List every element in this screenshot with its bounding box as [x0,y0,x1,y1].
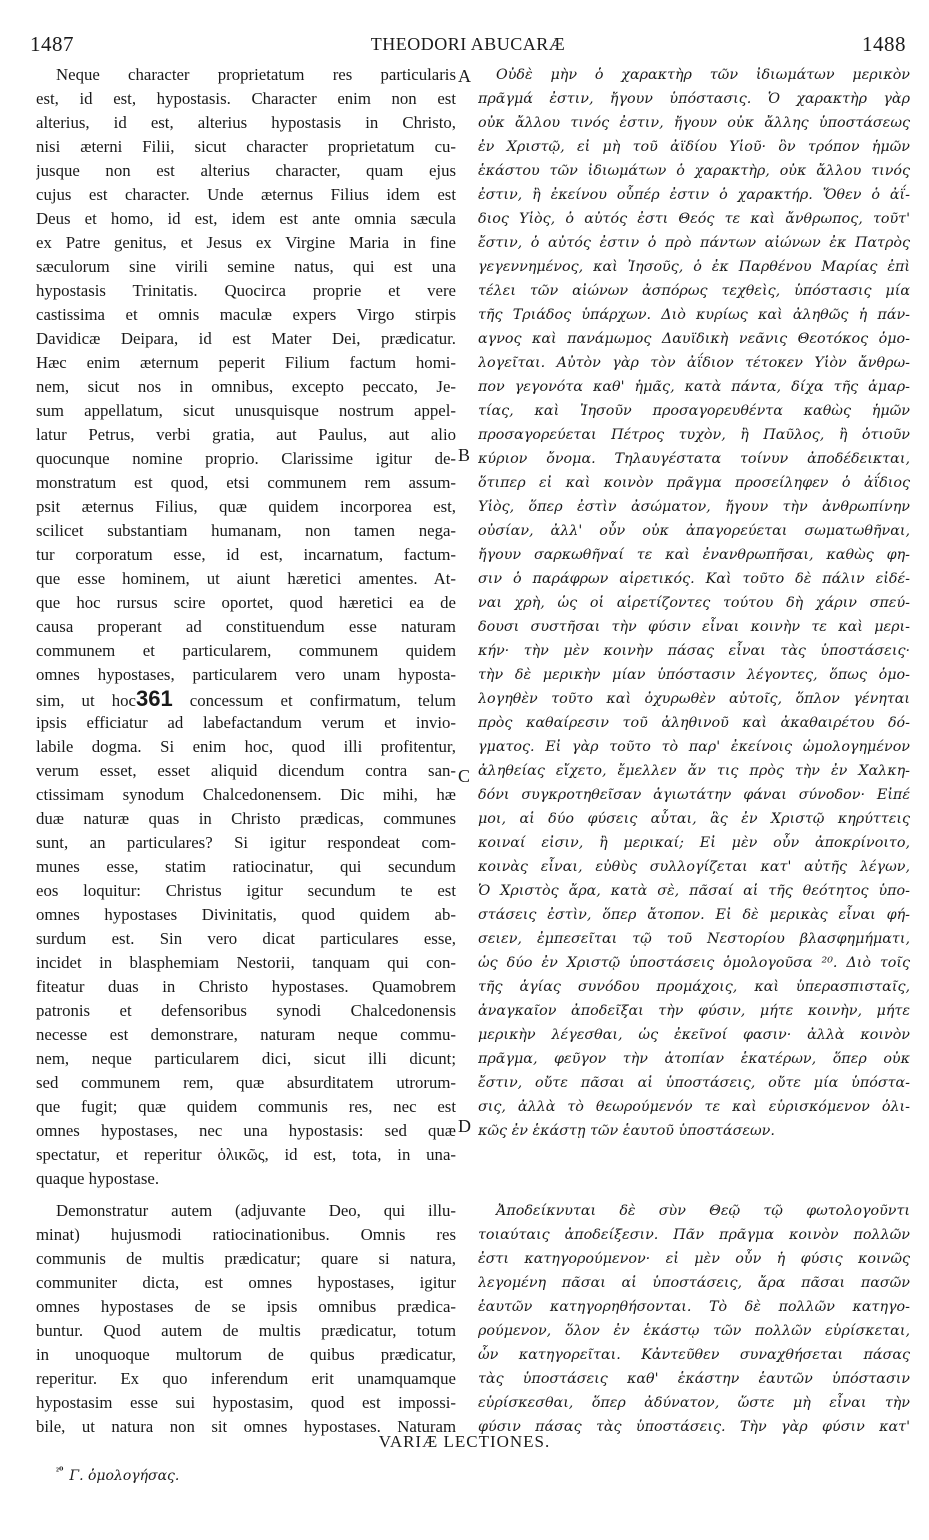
latin-line: alterius, id est, alterius hypostasis in Christo, [36,113,456,132]
latin-line: psit æternus Filius, quæ quidem incorporea est, [36,497,456,516]
greek-line: φύσιν πάσας τὰς ὑποστάσεις. Τὴν γὰρ φύσιν κατ' [478,1419,910,1435]
latin-line: Neque character proprietatum res particularis [56,65,456,84]
latin-line: que esse hominem, ut aiunt hæretici amentes. At- [36,569,456,588]
greek-line: λεγομένη πᾶσαι αἱ ὑποστάσεις, ἄρα πᾶσαι πασῶν [478,1275,910,1291]
column-number: 361 [135,687,173,711]
greek-line: στάσεις ἐστὶν, ὅπερ ἄτοπον. Εἰ δὲ μερικὰς εἶναι φή- [478,907,910,923]
paragraph-gap [478,1143,910,1199]
latin-line [36,687,456,711]
running-title: THEODORI ABUCARÆ [370,34,566,54]
latin-line: omnes hypostases, nec una hypostasis: sed quæ [36,1121,456,1140]
latin-line: patronis et defensoribus synodi Chalcedonensis [36,1001,456,1020]
latin-line: sed communem rem, quæ absurditatem utrorum- [36,1073,456,1092]
margin-marker-a: A [458,66,471,86]
footnote-number: ²⁰ [56,1466,64,1477]
greek-line: δόνι συγκροτηθεῖσαν ἁγιωτάτην φάναι σύνοδον· Εἰπέ [478,787,910,803]
latin-line: quocunque nomine proprio. Clarissime igitur de- [36,449,456,468]
latin-line: omnes hypostases, particularem vero unam hyposta- [36,665,456,684]
latin-line: eos loquitur: Christus igitur secundum te est [36,881,456,900]
latin-line: communem et particularem, communem quidem [36,641,456,660]
latin-line: sunt, an particulares? Si igitur respondeat com- [36,833,456,852]
latin-line: communis de multis prædicatur; quare si natura, [36,1249,456,1268]
greek-line: προσαγορεύεται Πέτρος τυχὸν, ἢ Παῦλος, ἢ ὁτιοῦν [478,427,910,443]
latin-line: sæculorum sine virili semine natus, qui est una [36,257,456,276]
greek-line: τοιαύταις ἀποδείξεσιν. Πᾶν πρᾶγμα κοινὸν πολλῶν [478,1227,910,1243]
greek-line: ἑαυτῶν κατηγορηθήσονται. Τὸ δὲ πολλῶν κατηγο- [478,1299,910,1315]
greek-line: τίας, καὶ Ἰησοῦν προσαγορευθέντα καθὼς ἡμῶν [478,403,910,419]
latin-line: causa properant ad constituendum esse naturam [36,617,456,636]
greek-line: οὐκ ἄλλου τινός ἐστιν, ἤγουν οὐκ ἄλλης ὑποστάσεως [478,115,910,131]
greek-line: σις, ἀλλὰ τὸ θεωρούμενόν τε καὶ εὑρισκόμενον ὁλι- [478,1099,910,1115]
page-number-left: 1487 [30,32,74,56]
latin-line: necesse est demonstrare, naturam neque commu- [36,1025,456,1044]
latin-column [36,63,456,1439]
greek-line: γματος. Εἰ γὰρ τοῦτο τὸ παρ' ἐκείνοις ὡμολογημένον [478,739,910,755]
latin-line: monstratum est quod, etsi communem rem assum- [36,473,456,492]
latin-line: nem, neque particularem dici, sicut illi dicunt; [36,1049,456,1068]
latin-line: fiteatur duas in Christo hypostases. Quamobrem [36,977,456,996]
latin-line: nisi æterni Filii, sicut character proprietatum cu- [36,137,456,156]
latin-line: spectatur, et reperitur ὁλικῶς, id est, tota, in una- [36,1145,456,1164]
greek-line: λογηθὲν τοῦτο καὶ ὀχυρωθὲν αὐτοῖς, ὅπλον γένηται [478,691,910,707]
latin-line: latur Petrus, verbi gratia, aut Paulus, aut alio [36,425,456,444]
greek-line: πον γεγονότα καθ' ἡμᾶς, κατὰ πάντα, δίχα τῆς ἁμαρ- [478,379,910,395]
greek-line: ἔστιν, οὔτε πᾶσαι αἱ ὑποστάσεις, οὔτε μία ὑπόστα- [478,1075,910,1091]
latin-line: ctissimam synodum Chalcedonensem. Dic mihi, hæ [36,785,456,804]
greek-line: πρᾶγμά ἐστιν, ἤγουν ὑπόστασις. Ὁ χαρακτὴρ γὰρ [478,91,910,107]
greek-line: μοι, αἱ δύο φύσεις αὗται, ἃς ἐν Χριστῷ κηρύττεις [478,811,910,827]
latin-line: labile dogma. Si enim hoc, quod illi profitentur, [36,737,456,756]
latin-line-part: sim, ut hoc [36,691,136,710]
latin-line: quaque hypostase. [36,1169,160,1188]
latin-line: duæ naturæ quas in Christo prædicas, communes [36,809,456,828]
latin-line: ipsis efficiatur ad labefactandum verum et invio- [36,713,456,732]
latin-line: communiter dicta, est omnes hypostases, igitur [36,1273,456,1292]
latin-line: incidet in blasphemiam Nestorii, tanquam qui con- [36,953,456,972]
page-number-right: 1488 [862,32,906,56]
greek-line: ἑκάστου τῶν ἰδιωμάτων ὁ χαρακτὴρ, οὐκ ἄλλου τινός [478,163,910,179]
latin-line: Hæc enim æternum peperit Filium factum homi- [36,353,456,372]
greek-line: πρᾶγμα, φεῦγον τὴν ἀτοπίαν ἑκατέρων, ὅπερ οὐκ [478,1051,910,1067]
greek-line: ὧν κατηγορεῖται. Κἀντεῦθεν συναχθήσεται πάσας [478,1347,910,1363]
greek-line: Ἀποδείκνυται δὲ σὺν Θεῷ τῷ φωτολογοῦντι [496,1203,910,1219]
greek-line: εὑρίσκεσθαι, ὅπερ ἀδύνατον, ὥστε μὴ εἶναι τὴν [478,1395,910,1411]
greek-line: Υἱὸς, ὅπερ ἐστὶν ἀσώματον, ἤγουν τὴν ἀνθρωπίνην [478,499,910,515]
latin-line: Davidicæ Deipara, id est Mater Dei, prædicatur. [36,329,456,348]
greek-line: κοινὰς εἶναι, εὐθὺς συλλογίζεται κατ' αὐτῆς λέγων, [478,859,910,875]
greek-line: ἀναγκαῖον ἀποδεῖξαι τὴν φύσιν, μήτε κοινὴν, μήτε [478,1003,910,1019]
margin-marker-b: B [458,445,471,465]
latin-line: verum esset, esset aliquid dicendum contra san- [36,761,456,780]
greek-line: Ὁ Χριστὸς ἄρα, κατὰ σὲ, πᾶσαί αἱ τῆς θεότητος ὑπο- [478,883,910,899]
greek-line: πρὸς καθαίρεσιν τοῦ ἀληθινοῦ καὶ ἀκαθαιρέτου δό- [478,715,910,731]
latin-line: in unoquoque multorum de quibus prædicatur, [36,1345,456,1364]
latin-line: castissima et omnis maculæ expers Virgo stirpis [36,305,456,324]
latin-line: scilicet substantiam humanam, non tamen nega- [36,521,456,540]
greek-line: ἤγουν σαρκωθῆναί τε καὶ ἐνανθρωπῆσαι, καθὼς φη- [478,547,910,563]
greek-line: σιν ὁ παράφρων αἱρετικός. Καὶ τοῦτο δὲ πάλιν εἰδέ- [478,571,910,587]
latin-line: Demonstratur autem (adjuvante Deo, qui illu- [56,1201,456,1220]
greek-line: ἔστιν, ὁ αὐτός ἐστιν ὁ πρὸ πάντων αἰώνων ἐκ Πατρὸς [478,235,910,251]
latin-line: que fugit; quæ quidem communis res, nec est [36,1097,456,1116]
latin-line: est, id est, hypostasis. Character enim non est [36,89,456,108]
greek-line: Οὐδὲ μὴν ὁ χαρακτὴρ τῶν ἰδιωμάτων μερικὸν [496,67,910,83]
greek-line: ἀληθείας εἴχετο, ἔμελλεν ἄν τις πρὸς τὴν ἐν Χαλκη- [478,763,910,779]
greek-line: ἐστι κατηγορούμενον· εἰ μὲν οὖν ἡ φύσις κοινῶς [478,1251,910,1267]
latin-line: omnes hypostases Divinitatis, quod quidem ab- [36,905,456,924]
greek-line: αγνος καὶ πανάμωμος Δαυϊδικὴ νεᾶνις Θεοτόκος ὁμο- [478,331,910,347]
greek-column [478,63,910,1439]
latin-line: sum appellatum, sicut unusquisque nostrum appel- [36,401,456,420]
latin-line: hypostasis Trinitatis. Quocirca proprie et vere [36,281,456,300]
latin-line: jusque non est alterius character, quam ejus [36,161,456,180]
footnote [56,1466,179,1485]
latin-line: Deus et homo, id est, idem est ante omnia sæcula [36,209,456,228]
latin-line: buntur. Quod autem de multis prædicatur, totum [36,1321,456,1340]
greek-line: τὰς ὑποστάσεις καθ' ἑκάστην ἑαυτῶν ὑπόστασιν [478,1371,910,1387]
greek-line: κύριον ὄνομα. Τηλαυγέστατα τοίνυν ἀποδέδεικται, [478,451,910,467]
latin-line: munes esse, statim ratiocinatur, qui secundum [36,857,456,876]
greek-line: μερικὴν λέγεσθαι, ὡς ἐκεῖνοί φασιν· ἀλλὰ κοινὸν [478,1027,910,1043]
margin-marker-d: D [458,1116,471,1136]
greek-line: ναι χρὴ, ὡς οἱ αἱρετίζοντες τούτου δὴ χάριν σπεύ- [478,595,910,611]
latin-line: ex Patre genitus, et Jesus ex Virgine Maria in fine [36,233,456,252]
greek-line: ὡς δύο ἐν Χριστῷ ὑποστάσεις ὁμολογοῦσα ²⁰. Διὸ τοῖς [478,955,910,971]
greek-line: τέλει τῶν αἰώνων ἀσπόρως τεχθεὶς, ὑπόστασις μία [478,283,910,299]
greek-line: γεγεννημένος, καὶ Ἰησοῦς, ὁ ἐκ Παρθένου Μαρίας ἐπὶ [478,259,910,275]
greek-line: κῶς ἐν ἑκάστῃ τῶν ἑαυτοῦ ὑποστάσεων. [478,1123,775,1139]
latin-line: nem, sicut nos in omnibus, excepto peccato, Je- [36,377,456,396]
paragraph-gap [36,1191,456,1199]
greek-line: ρούμενον, ὅλον ἐν ἑκάστῳ τῶν πολλῶν εὑρίσκεται, [478,1323,910,1339]
greek-line: ὅτιπερ εἰ καὶ κοινὸν πρᾶγμα προσείληφεν ὁ ἀΐδιος [478,475,910,491]
greek-line: κήν· τὴν μὲν κοινὴν πάσας εἶναι τὰς ὑποστάσεις· [478,643,910,659]
greek-line: τῆς Τριάδος ὑπάρχων. Διὸ κυρίως καὶ ἀληθῶς ἡ πάν- [478,307,910,323]
latin-line: cujus est character. Unde æternus Filius idem est [36,185,456,204]
greek-line: τὴν δὲ μερικὴν μίαν ὑπόστασιν λέγοντες, ὅπως ὁμο- [478,667,910,683]
greek-line: διος Υἱὸς, ὁ αὐτός ἐστι Θεός τε καὶ ἄνθρωπος, τοῦτ' [478,211,910,227]
greek-line: τῆς ἁγίας συνόδου προμάχοις, καὶ ὑπερασπισταῖς, [478,979,910,995]
varia-lectiones-title: VARIÆ LECTIONES. [378,1432,551,1451]
latin-line: bile, ut natura non sit omnes hypostases. Naturam [36,1417,456,1436]
latin-line: minat) hujusmodi ratiocinationibus. Omnis res [36,1225,456,1244]
greek-line: λογεῖται. Αὐτὸν γὰρ τὸν ἀΐδιον τέτοκεν Υἱὸν ἄνθρω- [478,355,910,371]
footnote-text: Γ. ὁμολογήσας. [69,1468,180,1484]
running-header [30,32,906,62]
latin-line: reperitur. Ex quo inferendum erit unamquamque [36,1369,456,1388]
greek-line: οὐσίαν, ἀλλ' οὖν οὐκ ἀπαγορεύεται σωματωθῆναι, [478,523,910,539]
greek-line: σειεν, ἐμπεσεῖται τῷ τοῦ Νεστορίου βλασφημήματι, [478,931,910,947]
latin-line: tur corporatum esse, id est, incarnatum, factum- [36,545,456,564]
greek-line: ἐν Χριστῷ, εἰ μὴ τοῦ ἀϊδίου Υἱοῦ· ὃν τρόπον ἡμῶν [478,139,910,155]
latin-line: que hoc rursus scire oportet, quod hæretici ea de [36,593,456,612]
latin-line: hypostasim esse sui hypostasim, quod est impossi- [36,1393,456,1412]
margin-marker-c: C [458,766,471,786]
greek-line: ἐστιν, ἢ ἐκείνου οὗπέρ ἐστιν ὁ χαρακτήρ. Ὅθεν ὁ ἀΐ- [478,187,910,203]
latin-line: omnes hypostases de se ipsis omnibus prædica- [36,1297,456,1316]
latin-line-part: concessum et confirmatum, telum [172,691,456,710]
greek-line: δουσι συστῆσαι τὴν φύσιν εἶναι κοινὴν τε καὶ μερι- [478,619,910,635]
latin-line: surdum est. Sin vero dicat particulares esse, [36,929,456,948]
greek-line: κοιναί εἰσιν, ἢ μερικαί; Εἰ μὲν οὖν ἀποκρίνοιτο, [478,835,910,851]
